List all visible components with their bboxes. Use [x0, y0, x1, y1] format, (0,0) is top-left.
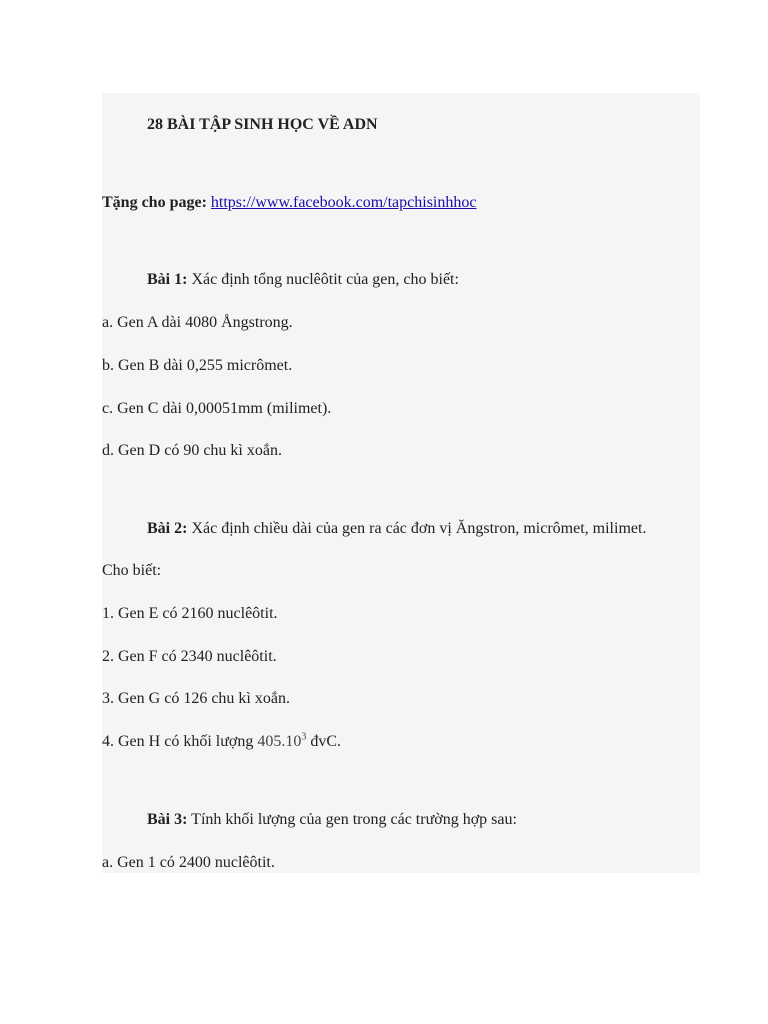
exercise-2-given: Cho biết: [102, 562, 162, 579]
exercise-1-item-b: b. Gen B dài 0,255 micrômet. [102, 357, 293, 374]
exercise-2-item-4 [102, 732, 341, 752]
exercise-3-heading [147, 810, 517, 830]
mass-exponent: 3 [301, 731, 307, 743]
exercise-2-label: Bài 2: [147, 520, 188, 537]
dedication-label: Tặng cho page: [102, 194, 207, 211]
exercise-3-prompt: Tính khối lượng của gen trong các trường hợp sau: [191, 811, 517, 828]
exercise-1-prompt: Xác định tổng nuclêôtit của gen, cho biết: [191, 271, 459, 288]
exercise-2-item-1: 1. Gen E có 2160 nuclêôtit. [102, 605, 278, 622]
mass-unit: đvC. [310, 733, 342, 750]
exercise-1-item-d: d. Gen D có 90 chu kì xoắn. [102, 442, 282, 459]
exercise-2-heading [147, 519, 646, 539]
exercise-3-item-a: a. Gen 1 có 2400 nuclêôtit. [102, 854, 275, 871]
exercise-2-item-2: 2. Gen F có 2340 nuclêôtit. [102, 648, 277, 665]
facebook-page-link[interactable]: https://www.facebook.com/tapchisinhhoc [210, 194, 477, 211]
mass-base: 405.10 [257, 733, 302, 750]
exercise-3-label: Bài 3: [147, 811, 188, 828]
mass-formula [257, 733, 306, 750]
exercise-2-item-3: 3. Gen G có 126 chu kì xoắn. [102, 690, 290, 707]
document-page [102, 93, 700, 873]
exercise-1-item-c: c. Gen C dài 0,00051mm (milimet). [102, 400, 332, 417]
exercise-2-prompt: Xác định chiều dài của gen ra các đơn vị Ăngstron, micrômet, milimet. [191, 520, 647, 537]
document-title: 28 BÀI TẬP SINH HỌC VỀ ADN [147, 116, 378, 133]
exercise-1-heading [147, 270, 459, 290]
dedication-line [102, 193, 476, 213]
exercise-1-label: Bài 1: [147, 271, 188, 288]
exercise-2-item-4-prefix: 4. Gen H có khối lượng [102, 733, 254, 750]
exercise-1-item-a: a. Gen A dài 4080 Ångstrong. [102, 314, 293, 331]
